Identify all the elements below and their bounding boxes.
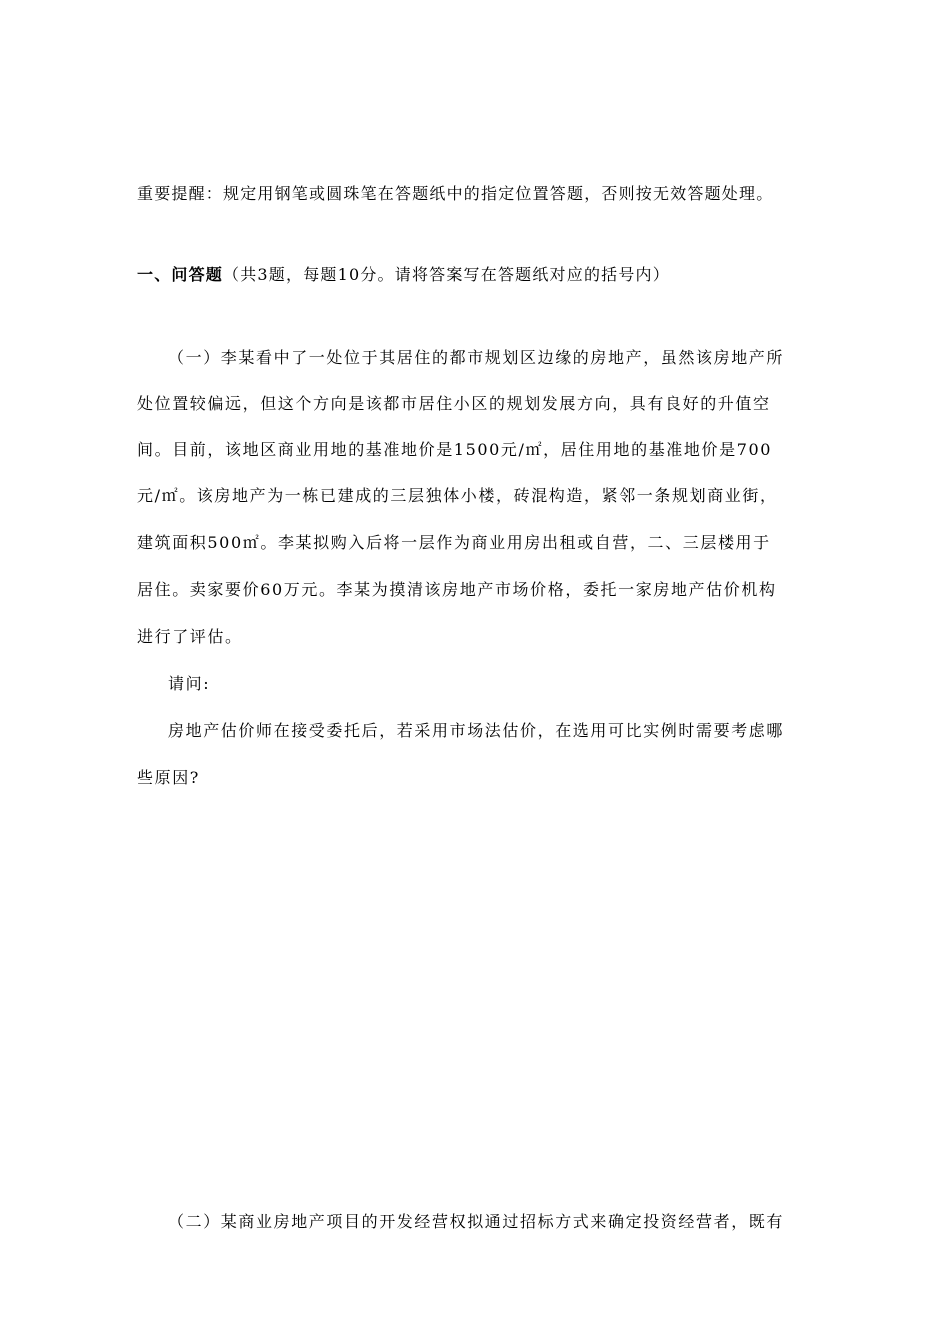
- q1-ask-label: 请问:: [168, 674, 211, 693]
- section-note: （共3题，每题10分。请将答案写在答题纸对应的括号内）: [223, 265, 670, 284]
- q2-line-1: （二）某商业房地产项目的开发经营权拟通过招标方式来确定投资经营者，既有: [168, 1212, 785, 1231]
- q1-line-3: 间。目前，该地区商业用地的基准地价是1500元/㎡，居住用地的基准地价是700: [137, 440, 773, 459]
- section-title: 一、问答题: [137, 265, 224, 284]
- q1-question-line-2: 些原因?: [137, 768, 200, 787]
- section-heading: [137, 262, 837, 285]
- q1-line-5: 建筑面积500㎡。李某拟购入后将一层作为商业用房出租或自营，二、三层楼用于: [137, 533, 771, 552]
- q1-line-2: 处位置较偏远，但这个方向是该都市居住小区的规划发展方向，具有良好的升值空: [137, 394, 771, 413]
- exam-notice: 重要提醒：规定用钢笔或圆珠笔在答题纸中的指定位置答题，否则按无效答题处理。: [137, 184, 774, 203]
- q1-line-7: 进行了评估。: [137, 627, 243, 646]
- q1-line-4: 元/㎡。该房地产为一栋已建成的三层独体小楼，砖混构造，紧邻一条规划商业街，: [137, 486, 778, 505]
- q1-line-1: （一）李某看中了一处位于其居住的都市规划区边缘的房地产，虽然该房地产所: [168, 348, 785, 367]
- q1-line-6: 居住。卖家要价60万元。李某为摸清该房地产市场价格，委托一家房地产估价机构: [137, 580, 777, 599]
- q1-question-line-1: 房地产估价师在接受委托后，若采用市场法估价，在选用可比实例时需要考虑哪: [168, 721, 785, 740]
